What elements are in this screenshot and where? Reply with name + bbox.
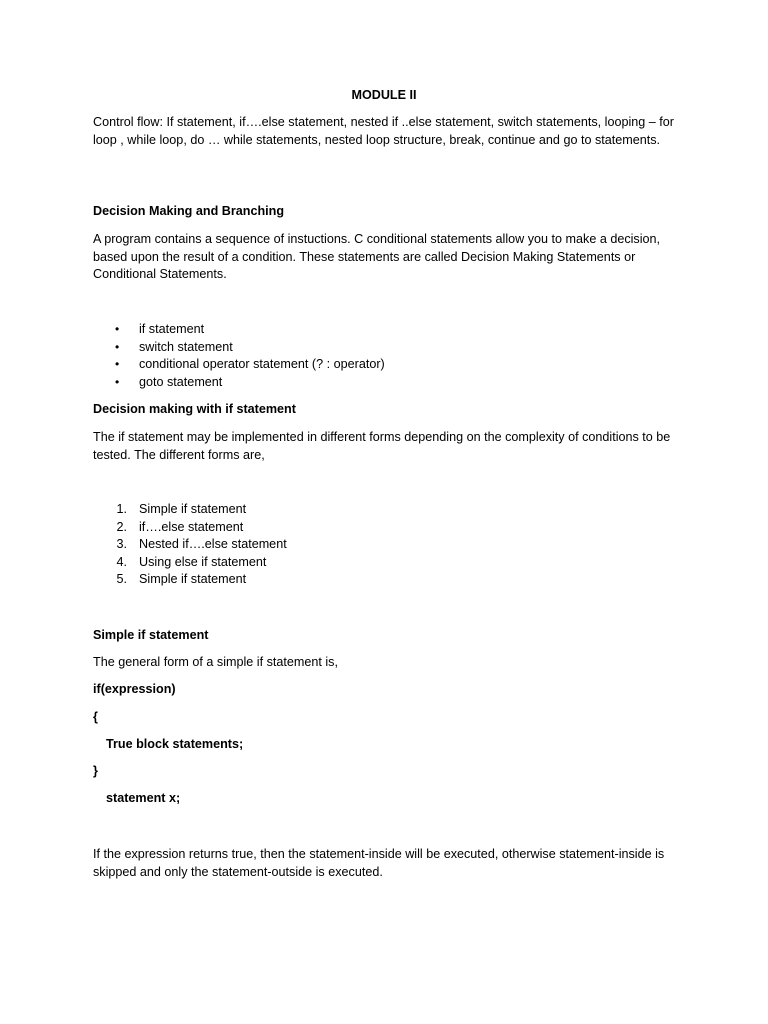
code-line-true-block: True block statements; [106, 737, 244, 751]
simple-if-paragraph: The general form of a simple if statement is, [93, 655, 338, 669]
intro-paragraph: Control flow: If statement, if….else statement, nested if ..else statement, switch statements, looping – for loop , while loop, do … while statements, nested loop structure, break, continue and go to statements. [93, 115, 674, 147]
list-item: 2. if….else statement [116, 519, 244, 534]
section-heading-simple-if: Simple if statement [93, 628, 209, 642]
closing-paragraph: If the expression returns true, then the statement-inside will be executed, otherwise statement-inside is skipped and only the statement-outside is executed. [93, 847, 665, 879]
bullet-icon: • [115, 357, 120, 372]
list-item: • if statement [93, 321, 385, 339]
if-statement-paragraph: The if statement may be implemented in different forms depending on the complexity of conditions to be tested. The different forms are, [93, 430, 671, 462]
list-item: 5. Simple if statement [116, 572, 247, 587]
section-heading-if-statement: Decision making with if statement [93, 402, 296, 416]
list-item: • conditional operator statement (? : operator) [93, 356, 385, 374]
bullet-icon: • [115, 374, 120, 389]
bullet-icon: • [115, 339, 120, 354]
conditional-statements-list [93, 321, 385, 391]
list-item: 3. Nested if….else statement [116, 537, 287, 552]
list-item: 1. Simple if statement [116, 502, 247, 516]
decision-making-paragraph: A program contains a sequence of instuctions. C conditional statements allow you to make a decision, based upon the result of a condition. These statements are called Decision Making Statements or Conditional Statements. [93, 232, 661, 282]
code-line-close-brace: } [93, 764, 98, 778]
section-heading-decision-making: Decision Making and Branching [93, 204, 285, 218]
code-line-statement-x: statement x; [106, 791, 181, 805]
page-title: MODULE II [351, 88, 417, 102]
list-item: • goto statement [93, 374, 385, 392]
list-item: 4. Using else if statement [116, 554, 267, 569]
if-forms-list [93, 501, 287, 589]
code-line-open-brace: { [93, 710, 98, 724]
bullet-icon: • [115, 322, 120, 336]
list-item: • switch statement [93, 339, 385, 357]
code-line-if-expression: if(expression) [93, 682, 176, 696]
